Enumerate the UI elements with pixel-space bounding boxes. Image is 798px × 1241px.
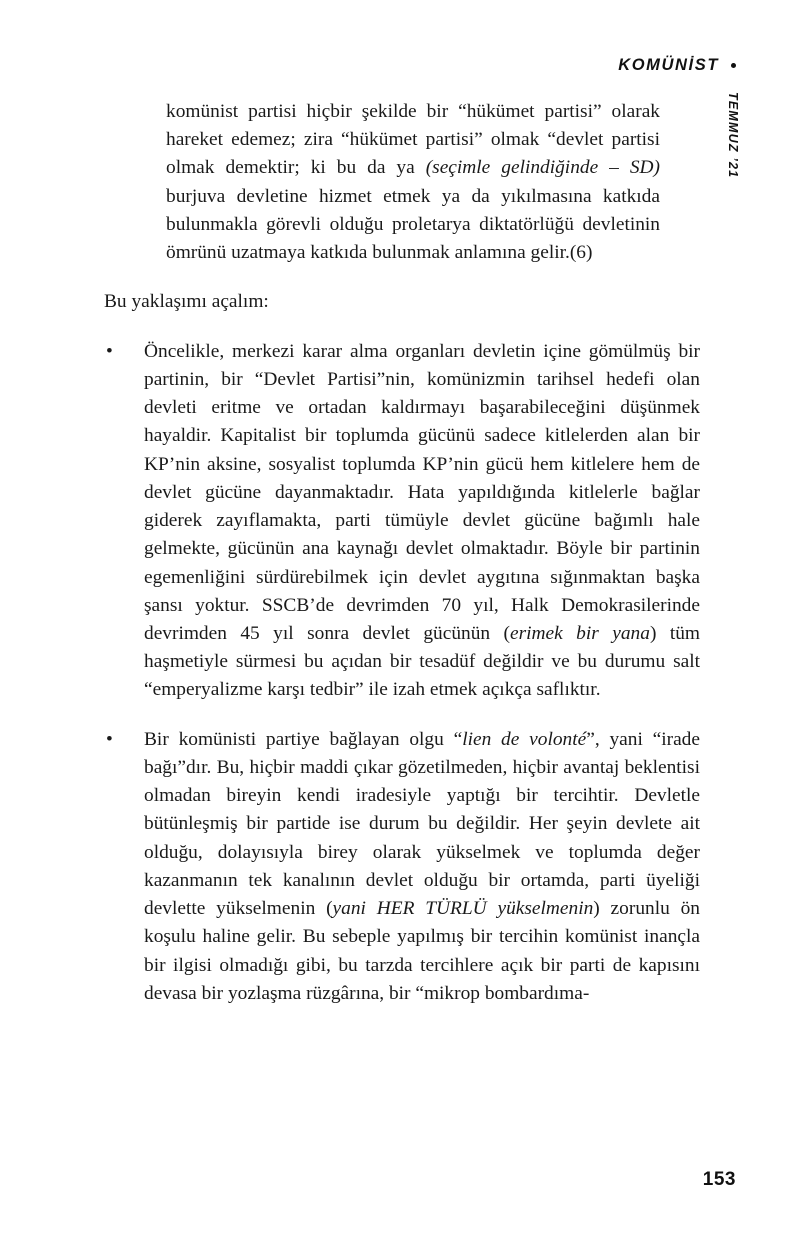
bullet-2-part-1: Bir komünisti partiye bağlayan olgu “ xyxy=(144,728,463,750)
bullet-1-part-2: ) tüm haşmetiyle sürmesi bu açıdan bir tesadüf değildir ve bu durumu salt “emperyalizme karşı tedbir” ile izah etmek açıkça saflıktır. xyxy=(144,622,700,701)
bullet-marker-icon: • xyxy=(106,728,113,750)
page-number: 153 xyxy=(702,1169,736,1190)
block-quote-paragraph xyxy=(166,98,660,267)
list-item xyxy=(104,726,700,1008)
quote-part-3: burjuva devletine hizmet etmek ya da yıkılmasına katkıda bulunmakla görevli olduğu proletarya diktatörlüğü devletinin ömrünü uzatmaya katkıda bulunmak anlamına gelir.(6) xyxy=(166,185,660,264)
bullet-1-part-1: Öncelikle, merkezi karar alma organları devletin içine gömülmüş bir partinin, bir “Devlet Partisi”nin, komünizmin tarihsel hedefi olan devleti eritme ve ortadan kaldırmayı başarabileceğini düşünmek hayaldir. Kapitalist bir toplumda gücünü sadece kitlelerden alan bir KP’nin aksine, sosyalist toplumda KP’nin gücü hem kitlelere hem de devlet gücüne dayanmaktadır. Hata yapıldığında kitlelerle bağlar giderek zayıflamakta, parti tümüyle devlet gücüne bağımlı hale gelmekte, gücünün ana kaynağı devlet olmaktadır. Böyle bir partinin egemenliğini sürdürebilmek için devlet aygıtına sığınmaktan başka şansı yoktur. SSCB’de devrimden 70 yıl, Halk Demokrasilerinde devrimden 45 yıl sonra devlet gücünün ( xyxy=(144,340,700,644)
bullet-list xyxy=(104,338,700,1008)
block-quote xyxy=(166,98,660,267)
list-item-paragraph xyxy=(144,726,700,1008)
issue-date-tab: TEMMUZ ’21 xyxy=(726,92,740,179)
running-head xyxy=(618,56,736,75)
list-item-paragraph xyxy=(144,338,700,705)
list-item xyxy=(104,338,700,705)
lead-in-paragraph: Bu yaklaşımı açalım: xyxy=(104,291,269,313)
bullet-2-italic-1: lien de volonté xyxy=(462,728,587,750)
quote-part-1: komünist partisi hiçbir şekilde bir “hükümet partisi” olarak hareket edemez; zira “hükümet partisi” olmak “devlet partisi olmak demektir; ki bu da ya xyxy=(166,101,660,179)
bullet-2-part-2: ”, yani “irade bağı”dır. Bu, hiçbir maddi çıkar gözetilmeden, hiçbir avantaj beklentisi olmadan bireyin kendi iradesiyle yaptığı bir tercihtir. Devletle bütünleşmiş bir partide ise durum bu değildir. Her şeyin devlete ait olduğu, dolayısıyla birey olarak yükselmek ve toplumda değer kazanmanın tek kanalının devlet olduğu bir ortamda, parti üyeliği devlette yükselmenin ( xyxy=(144,728,700,920)
bullet-2-italic-2: yani HER TÜRLÜ yükselmenin xyxy=(332,898,594,920)
bullet-1-italic-1: erimek bir yana xyxy=(509,622,650,644)
text-column xyxy=(104,98,700,1008)
running-head-title: KOMÜNİST xyxy=(618,56,719,74)
quote-part-2-italic: (seçimle gelindiğinde – SD) xyxy=(425,157,660,179)
bullet-dot-icon xyxy=(731,63,736,68)
bullet-marker-icon: • xyxy=(106,340,113,362)
bullet-2-part-3: ) zorunlu ön koşulu haline gelir. Bu sebeple yapılmış bir tercihin komünist inançla bir ilgisi olmadığı gibi, bu tarzda tercihlere açık bir parti de kapısını devasa bir yozlaşma rüzgârına, bir “mikrop bombardıma- xyxy=(144,898,700,1004)
